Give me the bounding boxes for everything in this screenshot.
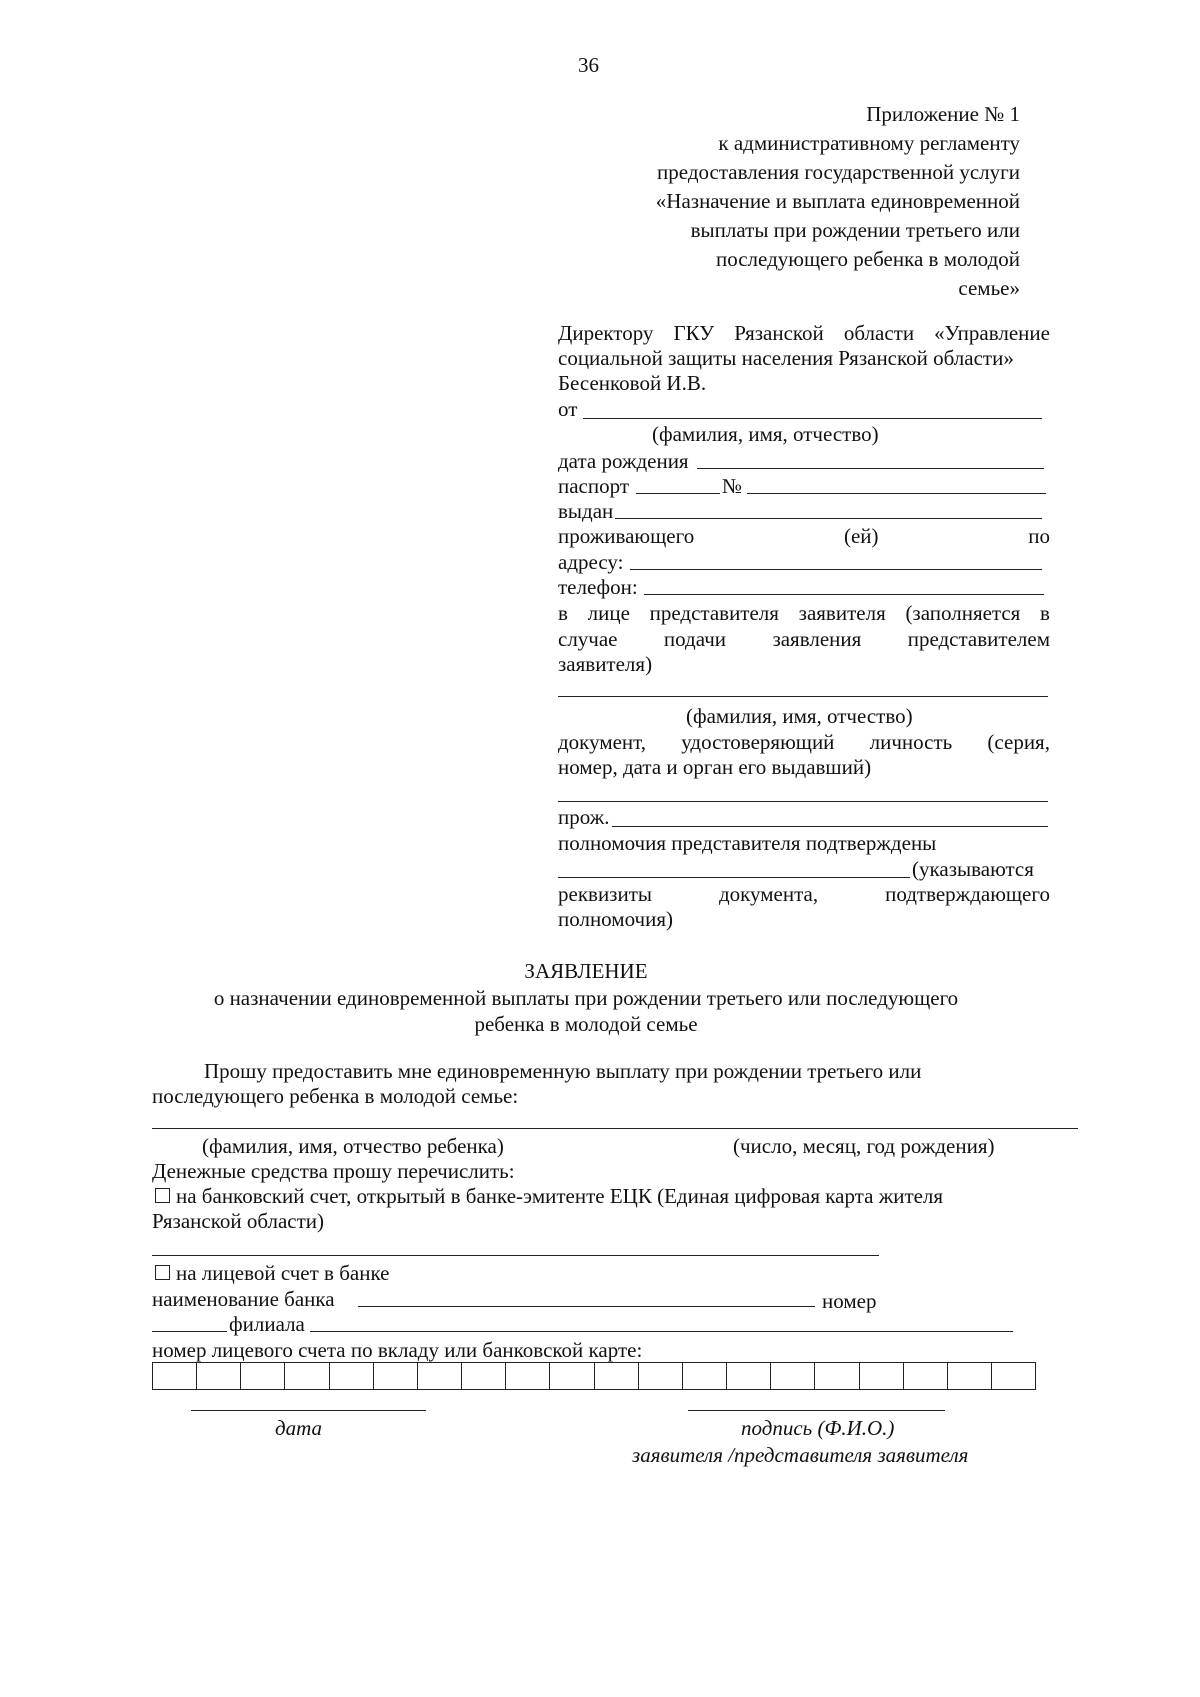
issued-label: выдан bbox=[558, 499, 614, 523]
appendix-line: выплаты при рождении третьего или bbox=[690, 218, 1020, 242]
account-digit-cell[interactable] bbox=[550, 1363, 594, 1389]
word: удостоверяющий bbox=[681, 730, 835, 754]
word: подачи bbox=[663, 627, 727, 651]
issued-field[interactable] bbox=[615, 518, 1042, 519]
account-digit-cell[interactable] bbox=[374, 1363, 418, 1389]
birth-date-label: дата рождения bbox=[558, 449, 689, 473]
word: заявителя bbox=[798, 601, 886, 625]
request-text: последующего ребенка в молодой семье: bbox=[152, 1084, 519, 1108]
word: Рязанской bbox=[734, 321, 824, 345]
word: проживающего bbox=[558, 524, 695, 548]
ecc-account-option: на банковский счет, открытый в банке-эмитенте ЕЦК (Единая цифровая карта жителя bbox=[176, 1184, 944, 1208]
id-document-line bbox=[558, 729, 1050, 755]
address-field[interactable] bbox=[630, 569, 1042, 570]
word: (заполняется bbox=[905, 601, 1021, 625]
word: в bbox=[558, 601, 568, 625]
appendix-line: «Назначение и выплата единовременной bbox=[655, 189, 1020, 213]
passport-number-sign: № bbox=[722, 474, 743, 498]
residing-short-label: прож. bbox=[558, 805, 610, 829]
signature-caption: подпись (Ф.И.О.) bbox=[741, 1416, 895, 1440]
page-number: 36 bbox=[578, 53, 599, 77]
authority-close: полномочия) bbox=[558, 907, 673, 931]
word: Директору bbox=[558, 321, 654, 345]
account-digit-cell[interactable] bbox=[904, 1363, 948, 1389]
appendix-line: последующего ребенка в молодой bbox=[715, 247, 1020, 271]
ecc-account-checkbox[interactable] bbox=[155, 1188, 170, 1203]
rep-fio-hint: (фамилия, имя, отчество) bbox=[686, 704, 913, 728]
birth-date-field[interactable] bbox=[697, 468, 1044, 469]
indicated-label: (указываются bbox=[912, 857, 1034, 881]
number-label: номер bbox=[822, 1289, 877, 1313]
account-digit-cell[interactable] bbox=[418, 1363, 462, 1389]
id-document-line: номер, дата и орган его выдавший) bbox=[558, 755, 872, 779]
account-digit-cell[interactable] bbox=[860, 1363, 904, 1389]
representative-fio-field[interactable] bbox=[558, 696, 1048, 697]
word: (ей) bbox=[843, 524, 879, 548]
representative-line bbox=[558, 600, 1050, 626]
appendix-line: семье» bbox=[958, 276, 1020, 300]
branch-label: филиала bbox=[229, 1312, 305, 1336]
bank-name-field[interactable] bbox=[358, 1306, 815, 1307]
account-number-grid[interactable] bbox=[152, 1362, 1036, 1390]
request-text: Прошу предоставить мне единовременную выплату при рождении третьего или bbox=[204, 1059, 922, 1083]
from-fio-field[interactable] bbox=[583, 418, 1042, 419]
word: представителем bbox=[907, 627, 1050, 651]
account-digit-cell[interactable] bbox=[153, 1363, 197, 1389]
account-digit-cell[interactable] bbox=[506, 1363, 550, 1389]
addressee-director-line bbox=[558, 320, 1050, 346]
authority-confirmed-label: полномочия представителя подтверждены bbox=[558, 831, 937, 855]
account-digit-cell[interactable] bbox=[330, 1363, 374, 1389]
word: заявления bbox=[772, 627, 862, 651]
account-number-label: номер лицевого счета по вкладу или банковской карте: bbox=[152, 1338, 643, 1362]
word: представителя bbox=[649, 601, 779, 625]
ecc-account-field[interactable] bbox=[152, 1255, 879, 1256]
word: реквизиты bbox=[558, 882, 652, 906]
passport-number-field[interactable] bbox=[747, 493, 1046, 494]
account-digit-cell[interactable] bbox=[992, 1363, 1035, 1389]
appendix-line: Приложение № 1 bbox=[866, 102, 1020, 126]
word: личность bbox=[869, 730, 953, 754]
account-digit-cell[interactable] bbox=[241, 1363, 285, 1389]
account-digit-cell[interactable] bbox=[683, 1363, 727, 1389]
id-document-field[interactable] bbox=[558, 801, 1048, 802]
appendix-line: к административному регламенту bbox=[718, 131, 1020, 155]
addressee-name: Бесенковой И.В. bbox=[558, 371, 707, 395]
account-digit-cell[interactable] bbox=[285, 1363, 329, 1389]
word: «Управление bbox=[934, 321, 1050, 345]
account-digit-cell[interactable] bbox=[595, 1363, 639, 1389]
child-info-field[interactable] bbox=[152, 1128, 1078, 1129]
date-caption: дата bbox=[275, 1416, 323, 1440]
word: документ, bbox=[558, 730, 647, 754]
word: в bbox=[1040, 601, 1050, 625]
phone-label: телефон: bbox=[558, 575, 638, 599]
child-fio-hint: (фамилия, имя, отчество ребенка) bbox=[202, 1134, 504, 1158]
fio-hint: (фамилия, имя, отчество) bbox=[652, 422, 879, 446]
bank-account-checkbox[interactable] bbox=[155, 1265, 170, 1280]
signer-caption: заявителя /представителя заявителя bbox=[632, 1443, 969, 1467]
signature-field[interactable] bbox=[688, 1410, 945, 1411]
account-digit-cell[interactable] bbox=[771, 1363, 815, 1389]
from-label: от bbox=[558, 397, 578, 421]
details-line bbox=[558, 881, 1050, 907]
word: документа, bbox=[718, 882, 819, 906]
ecc-account-option: Рязанской области) bbox=[152, 1209, 325, 1233]
representative-line: заявителя) bbox=[558, 652, 653, 676]
statement-subtitle: ребенка в молодой семье bbox=[474, 1012, 698, 1036]
statement-subtitle: о назначении единовременной выплаты при рождении третьего или последующего bbox=[213, 986, 959, 1010]
account-digit-cell[interactable] bbox=[815, 1363, 859, 1389]
account-digit-cell[interactable] bbox=[197, 1363, 241, 1389]
account-digit-cell[interactable] bbox=[727, 1363, 771, 1389]
word: случае bbox=[558, 627, 618, 651]
account-digit-cell[interactable] bbox=[948, 1363, 992, 1389]
residing-field[interactable] bbox=[612, 826, 1048, 827]
bank-name-label: наименование банка bbox=[152, 1287, 335, 1311]
word: (серия, bbox=[987, 730, 1050, 754]
address-label: адресу: bbox=[558, 550, 624, 574]
word: по bbox=[1028, 524, 1050, 548]
word: подтверждающего bbox=[885, 882, 1050, 906]
date-field[interactable] bbox=[191, 1410, 426, 1411]
account-digit-cell[interactable] bbox=[639, 1363, 683, 1389]
passport-series-field[interactable] bbox=[636, 493, 720, 494]
representative-line bbox=[558, 626, 1050, 652]
word: ГКУ bbox=[673, 321, 715, 345]
bank-account-option: на лицевой счет в банке bbox=[176, 1261, 390, 1285]
word: области bbox=[843, 321, 915, 345]
phone-field[interactable] bbox=[644, 594, 1044, 595]
addressee-line: социальной защиты населения Рязанской области» bbox=[558, 346, 1014, 370]
branch-field[interactable] bbox=[310, 1331, 1013, 1332]
authority-document-field[interactable] bbox=[558, 877, 910, 878]
word: лице bbox=[587, 601, 630, 625]
transfer-label: Денежные средства прошу перечислить: bbox=[152, 1159, 515, 1183]
residing-line bbox=[558, 523, 1050, 549]
passport-label: паспорт bbox=[558, 474, 630, 498]
statement-title: ЗАЯВЛЕНИЕ bbox=[524, 959, 648, 983]
branch-number-field[interactable] bbox=[152, 1331, 227, 1332]
appendix-line: предоставления государственной услуги bbox=[657, 160, 1020, 184]
account-digit-cell[interactable] bbox=[462, 1363, 506, 1389]
child-birth-hint: (число, месяц, год рождения) bbox=[733, 1134, 995, 1158]
